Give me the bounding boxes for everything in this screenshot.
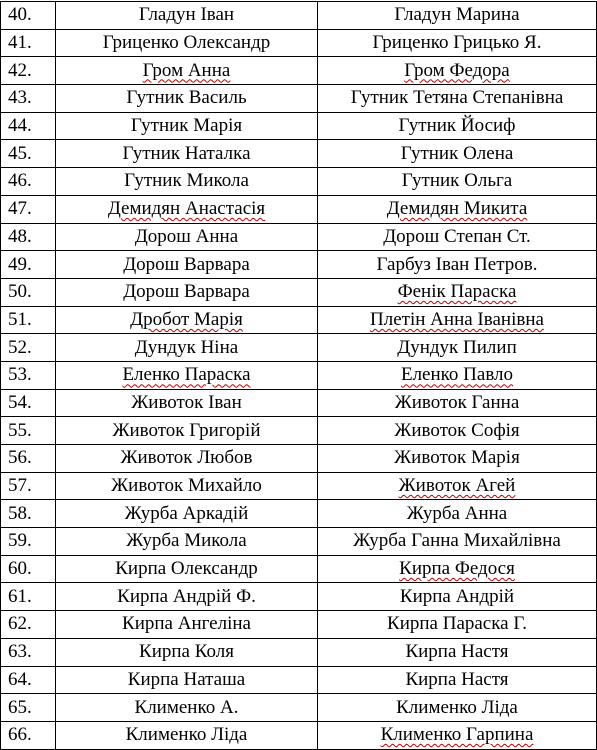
name-first-column: Кирпа Андрій Ф. xyxy=(56,583,318,611)
name-first-column: Животок Михайло xyxy=(56,472,318,500)
table-row xyxy=(1,112,597,140)
spellcheck-marked-text: Дробот Марія xyxy=(130,308,243,330)
name-first-column: Дундук Ніна xyxy=(56,334,318,362)
row-number: 62. xyxy=(1,611,56,639)
name-first-column: Животок Любов xyxy=(56,445,318,473)
name-second-column: Гутник Йосиф xyxy=(318,112,597,140)
name-second-column: Гутник Ольга xyxy=(318,168,597,196)
name-second-column: Кирпа Настя xyxy=(318,666,597,694)
spellcheck-marked-text: Плетін Анна Іванівна xyxy=(370,308,544,330)
name-first-column: Кирпа Наташа xyxy=(56,666,318,694)
row-number: 52. xyxy=(1,334,56,362)
spellcheck-marked-text: Клименко Гарпина xyxy=(380,724,534,746)
name-second-column xyxy=(318,555,597,583)
name-first-column xyxy=(56,195,318,223)
spellcheck-marked-text: Гром Анна xyxy=(142,59,231,81)
name-second-column xyxy=(318,278,597,306)
row-number: 61. xyxy=(1,583,56,611)
table-row xyxy=(1,528,597,556)
spellcheck-marked-text: Демидян Микита xyxy=(386,198,528,220)
row-number: 57. xyxy=(1,472,56,500)
row-number: 55. xyxy=(1,417,56,445)
row-number: 49. xyxy=(1,251,56,279)
name-second-column: Гутник Тетяна Степанівна xyxy=(318,85,597,113)
row-number: 40. xyxy=(1,2,56,30)
name-second-column: Клименко Ліда xyxy=(318,694,597,722)
name-first-column: Журба Микола xyxy=(56,528,318,556)
table-row xyxy=(1,57,597,85)
name-second-column xyxy=(318,306,597,334)
name-second-column xyxy=(318,57,597,85)
row-number: 58. xyxy=(1,500,56,528)
name-second-column xyxy=(318,721,597,749)
name-first-column: Кирпа Коля xyxy=(56,638,318,666)
row-number: 66. xyxy=(1,721,56,749)
name-first-column: Дорош Варвара xyxy=(56,251,318,279)
row-number: 46. xyxy=(1,168,56,196)
name-second-column: Животок Ганна xyxy=(318,389,597,417)
row-number: 41. xyxy=(1,29,56,57)
name-second-column: Гриценко Грицько Я. xyxy=(318,29,597,57)
table-row xyxy=(1,389,597,417)
table-row xyxy=(1,334,597,362)
name-second-column: Кирпа Андрій xyxy=(318,583,597,611)
row-number: 43. xyxy=(1,85,56,113)
table-row xyxy=(1,638,597,666)
name-first-column xyxy=(56,361,318,389)
name-first-column: Журба Аркадій xyxy=(56,500,318,528)
table-row xyxy=(1,278,597,306)
table-row xyxy=(1,223,597,251)
table-row xyxy=(1,666,597,694)
table-row xyxy=(1,445,597,473)
name-first-column: Клименко А. xyxy=(56,694,318,722)
name-first-column: Гутник Микола xyxy=(56,168,318,196)
row-number: 44. xyxy=(1,112,56,140)
name-second-column xyxy=(318,195,597,223)
row-number: 63. xyxy=(1,638,56,666)
table-row xyxy=(1,361,597,389)
row-number: 53. xyxy=(1,361,56,389)
row-number: 47. xyxy=(1,195,56,223)
name-second-column: Журба Анна xyxy=(318,500,597,528)
row-number: 65. xyxy=(1,694,56,722)
name-second-column: Кирпа Настя xyxy=(318,638,597,666)
table-row xyxy=(1,472,597,500)
spellcheck-marked-text: Еленко Павло xyxy=(400,364,514,386)
row-number: 56. xyxy=(1,445,56,473)
row-number: 48. xyxy=(1,223,56,251)
name-first-column: Животок Іван xyxy=(56,389,318,417)
name-second-column: Журба Ганна Михайлівна xyxy=(318,528,597,556)
name-second-column: Животок Софія xyxy=(318,417,597,445)
table-row xyxy=(1,168,597,196)
name-first-column: Дорош Варвара xyxy=(56,278,318,306)
name-second-column: Гарбуз Іван Петров. xyxy=(318,251,597,279)
table-row xyxy=(1,251,597,279)
name-first-column: Кирпа Ангеліна xyxy=(56,611,318,639)
spellcheck-marked-text: Фенік Параска xyxy=(397,281,517,303)
name-first-column: Дорош Анна xyxy=(56,223,318,251)
row-number: 54. xyxy=(1,389,56,417)
name-second-column xyxy=(318,472,597,500)
name-first-column: Кирпа Олександр xyxy=(56,555,318,583)
table-row xyxy=(1,417,597,445)
row-number: 59. xyxy=(1,528,56,556)
name-first-column: Животок Григорій xyxy=(56,417,318,445)
table-row xyxy=(1,555,597,583)
name-second-column: Дорош Степан Ст. xyxy=(318,223,597,251)
names-table xyxy=(0,1,597,750)
table-row xyxy=(1,29,597,57)
name-second-column xyxy=(318,361,597,389)
name-second-column: Гладун Марина xyxy=(318,2,597,30)
row-number: 51. xyxy=(1,306,56,334)
table-row xyxy=(1,611,597,639)
row-number: 50. xyxy=(1,278,56,306)
name-second-column: Гутник Олена xyxy=(318,140,597,168)
name-first-column: Гутник Наталка xyxy=(56,140,318,168)
spellcheck-marked-text: Кирпа Федося xyxy=(399,558,515,580)
name-first-column: Клименко Ліда xyxy=(56,721,318,749)
spellcheck-marked-text: Демидян Анастасія xyxy=(107,198,266,220)
row-number: 42. xyxy=(1,57,56,85)
name-first-column: Гладун Іван xyxy=(56,2,318,30)
spellcheck-marked-text: Животок Агей xyxy=(398,475,516,497)
spellcheck-marked-text: Еленко Параска xyxy=(122,364,251,386)
name-first-column: Гриценко Олександр xyxy=(56,29,318,57)
name-first-column xyxy=(56,306,318,334)
table-row xyxy=(1,140,597,168)
table-row xyxy=(1,500,597,528)
row-number: 60. xyxy=(1,555,56,583)
row-number: 64. xyxy=(1,666,56,694)
name-second-column: Дундук Пилип xyxy=(318,334,597,362)
name-second-column: Животок Марія xyxy=(318,445,597,473)
table-row xyxy=(1,721,597,749)
table-row xyxy=(1,306,597,334)
table-row xyxy=(1,85,597,113)
table-row xyxy=(1,195,597,223)
name-second-column: Кирпа Параска Г. xyxy=(318,611,597,639)
table-row xyxy=(1,583,597,611)
name-first-column: Гутник Марія xyxy=(56,112,318,140)
row-number: 45. xyxy=(1,140,56,168)
spellcheck-marked-text: Гром Федора xyxy=(404,59,510,81)
table-row xyxy=(1,2,597,30)
name-first-column xyxy=(56,57,318,85)
name-first-column: Гутник Василь xyxy=(56,85,318,113)
table-row xyxy=(1,694,597,722)
